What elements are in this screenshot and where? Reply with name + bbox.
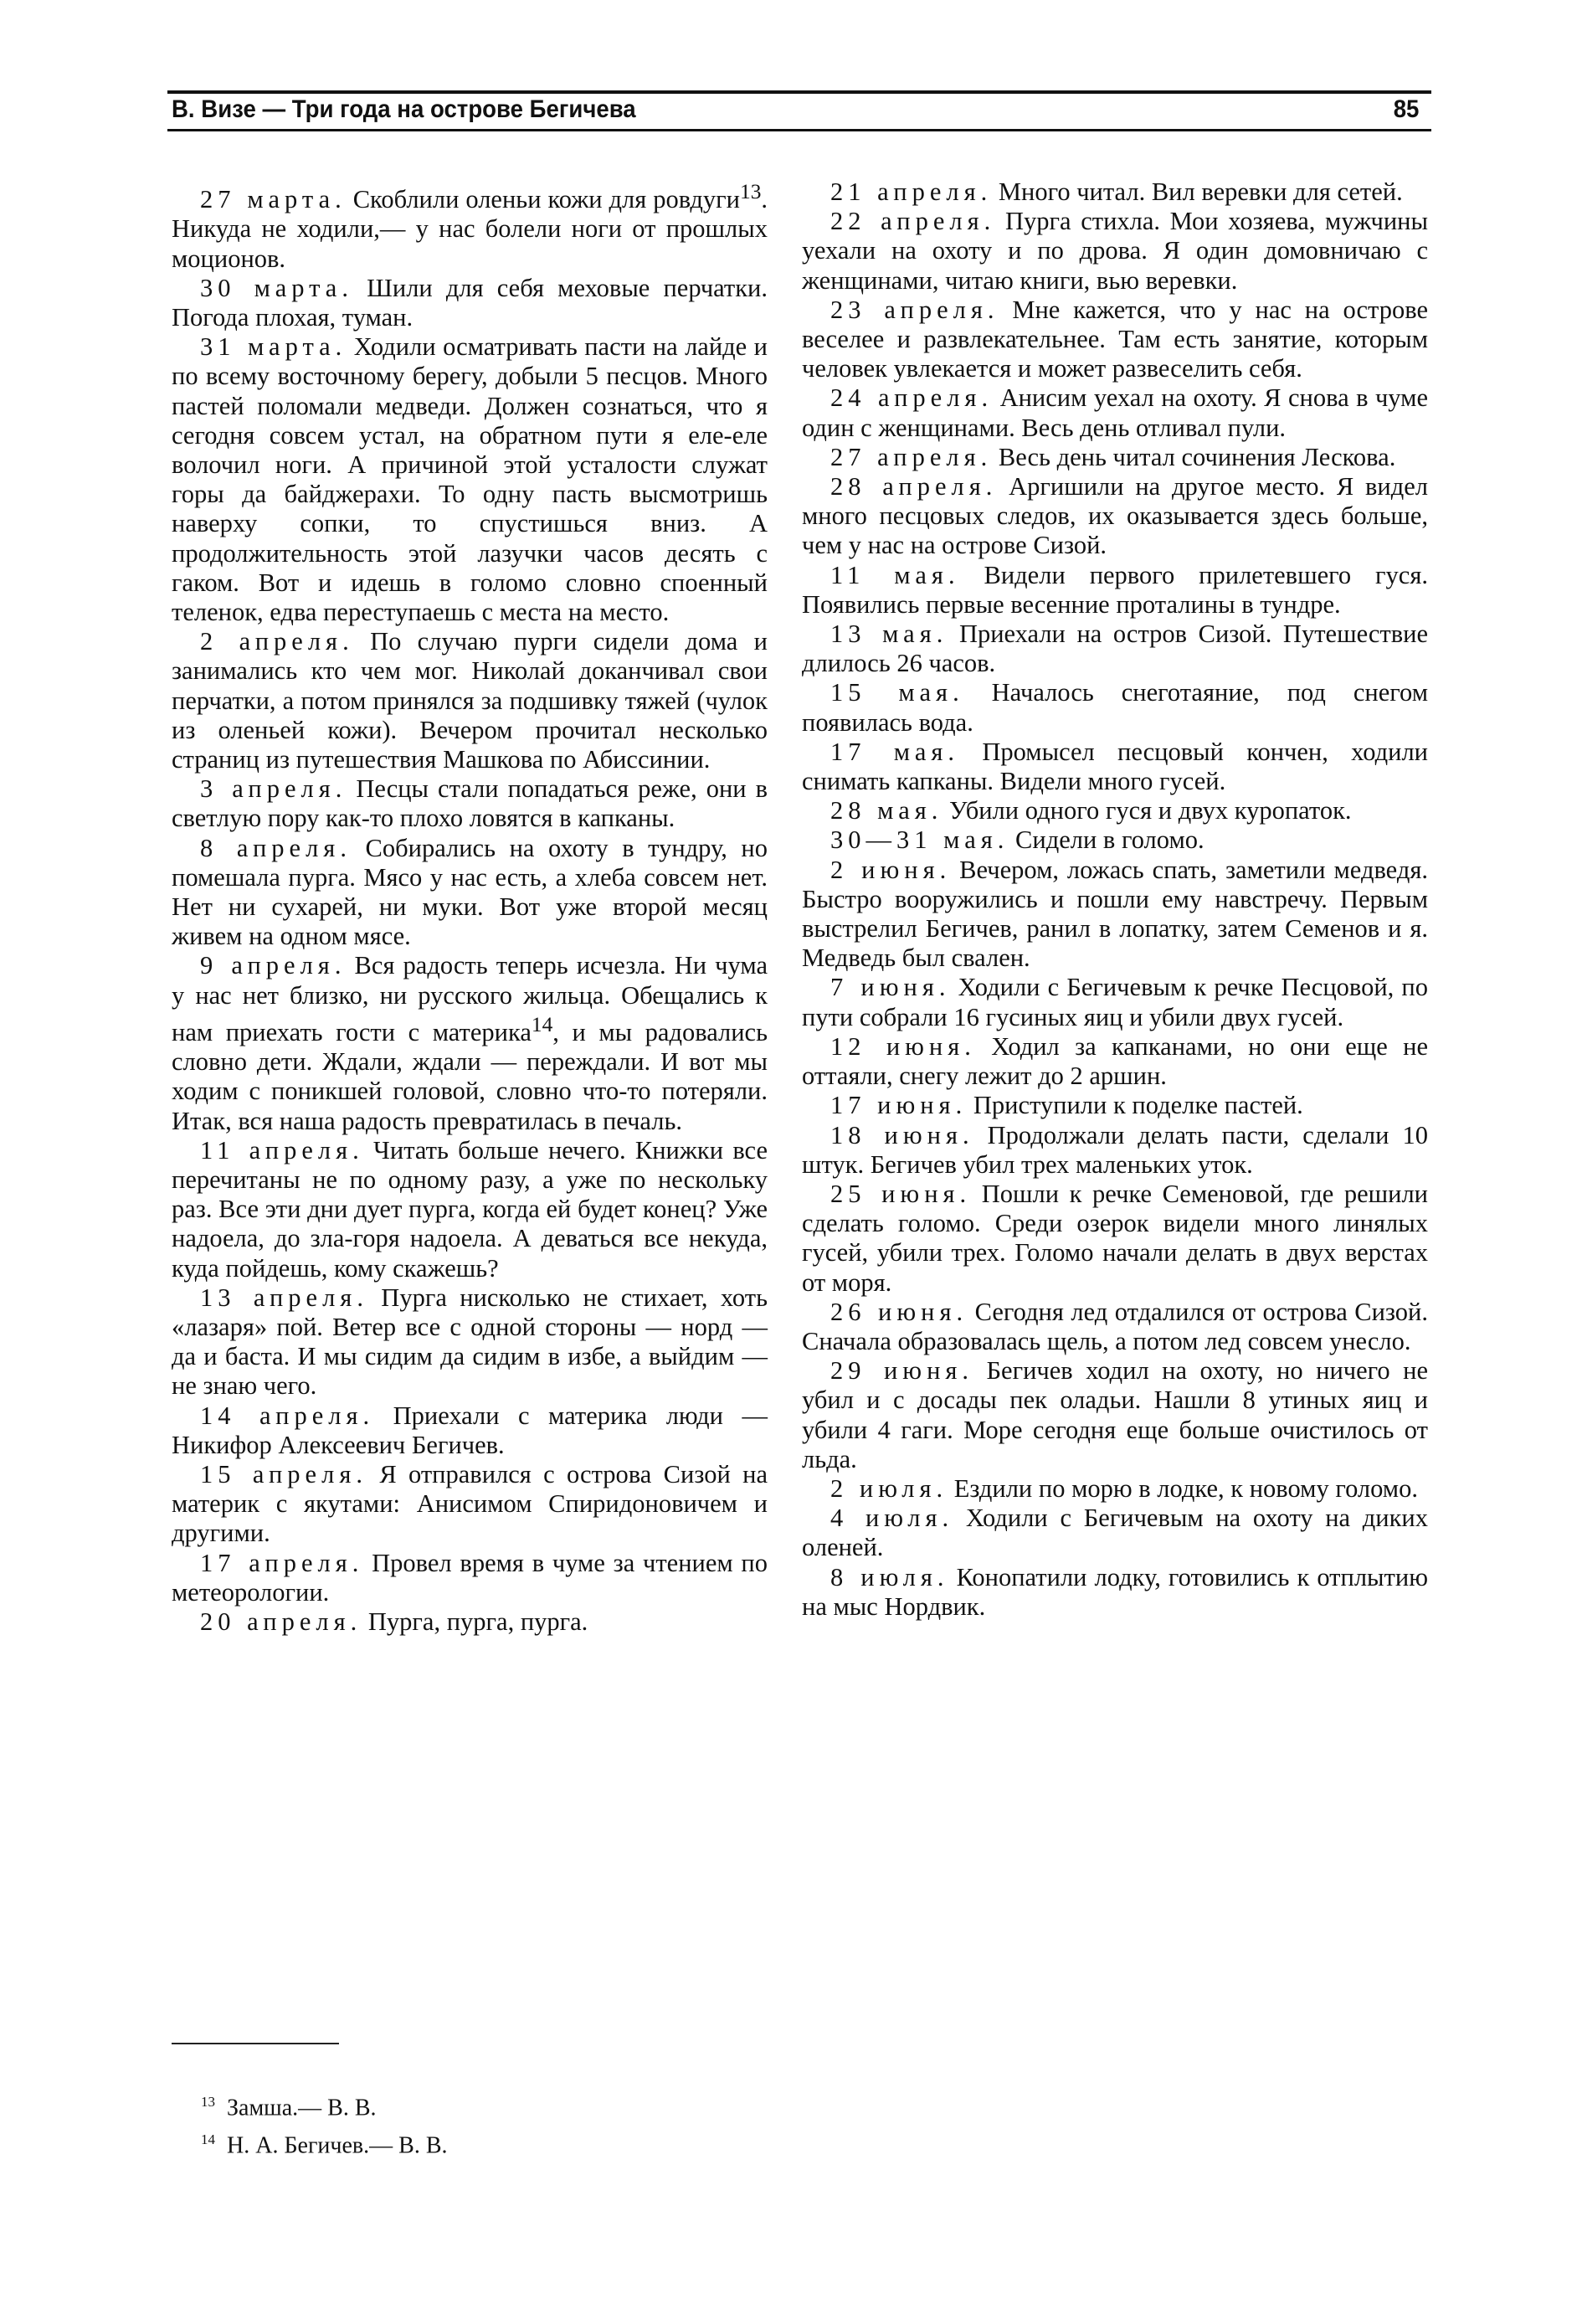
footnote-text: Замша.— В. В. (227, 2095, 377, 2121)
diary-entry (802, 1563, 1428, 1622)
entry-text: Ездили по морю в лодке, к новому голомо. (948, 1473, 1418, 1503)
entry-text: Продолжали делать пасти, сделали 10 штук. Бегичев убил трех маленьких уток. (802, 1120, 1428, 1179)
entry-text: Ходили с Бегичевым на охоту на диких оленей. (802, 1504, 1428, 1562)
right-column (802, 177, 1428, 1622)
entry-date: 17 июня. (830, 1091, 968, 1120)
entry-text: По случаю пурги сидели дома и занимались кто чем мог. Николай доканчивал свои перчатки, а потом принялся за подшивку тяжей (чулок из оленьей кожи). Вечером прочитал несколько страниц из путешествия Машкова по Абиссинии. (172, 627, 768, 774)
diary-entry (172, 332, 768, 627)
entry-text: Аргишили на другое место. Я видел много песцовых следов, их оказывается здесь больше, чем у нас на острове Сизой. (802, 472, 1428, 560)
entry-text: Сегодня лед отдалился от острова Сизой. Сначала образовалась щель, а потом лед совсем унесло. (802, 1297, 1428, 1355)
diary-entry (802, 1180, 1428, 1298)
entry-date: 13 мая. (830, 620, 948, 649)
diary-entry (172, 1283, 768, 1401)
entry-text: Пурга стихла. Мои хозяева, мужчины уехали на охоту и по дрова. Я один домовничаю с женщинами, читаю книги, вью веревки. (802, 207, 1428, 295)
entry-date: 28 апреля. (830, 472, 998, 501)
entry-date: 15 мая. (830, 678, 964, 707)
diary-entry (172, 1549, 768, 1607)
entry-text: Вся радость теперь исчезла. Ни чума у нас нет близко, ни русского жильца. Обещались к нам приехать гости с материка (172, 951, 768, 1046)
entry-text: Убили одного гуся и двух куропаток. (943, 796, 1352, 825)
entry-date: 27 апреля. (830, 442, 993, 471)
running-title: В. Визе — Три года на острове Бегичева (172, 95, 636, 123)
entry-date: 21 апреля. (830, 177, 993, 206)
footnote (201, 2124, 448, 2162)
entry-date: 7 июня. (830, 973, 951, 1002)
footnote-rule (172, 2043, 339, 2044)
diary-entry (172, 774, 768, 833)
entry-text: Собирались на охоту в тундру, но помешала пурга. Мясо у нас есть, а хлеба совсем нет. Нет ни сухарей, ни муки. Вот уже второй месяц живем на одном мясе. (172, 833, 768, 951)
entry-text: Мне кажется, что у нас на острове веселее и развлекательнее. Там есть занятие, которым человек увлекается и может развеселить себя. (802, 295, 1428, 383)
entry-text: Приехали с материка люди — Никифор Алексеевич Бегичев. (172, 1401, 768, 1459)
entry-date: 2 июля. (830, 1473, 948, 1503)
entry-date: 29 июня. (830, 1356, 974, 1386)
entry-date: 2 апреля. (200, 627, 354, 656)
diary-entry (172, 1136, 768, 1283)
diary-entry (802, 1298, 1428, 1356)
entry-date: 27 марта. (200, 185, 347, 214)
diary-entry (802, 1356, 1428, 1474)
diary-entry (802, 1091, 1428, 1120)
diary-entry (172, 1460, 768, 1549)
entry-date: 17 апреля. (200, 1548, 364, 1577)
entry-text: Песцы стали попадаться реже, они в светлую пору как-то плохо ловятся в капканы. (172, 774, 768, 833)
entry-date: 15 апреля. (200, 1460, 367, 1489)
diary-entry (172, 951, 768, 1135)
entry-date: 25 июня. (830, 1179, 972, 1208)
running-header (172, 90, 1420, 129)
footnote-mark: 13 (201, 2094, 215, 2110)
diary-entry (172, 834, 768, 952)
entry-date: 14 апреля. (200, 1401, 375, 1430)
diary-entry (802, 825, 1428, 855)
header-bottom-rule (167, 129, 1431, 131)
footnote (201, 2086, 448, 2124)
entry-text: Я отправился с острова Сизой на материк с якутами: Анисимом Спиридоновичем и другими. (172, 1460, 768, 1548)
diary-entry (802, 796, 1428, 825)
diary-entry (802, 1474, 1428, 1504)
entry-text: Читать больше нечего. Книжки все перечитаны не по одному разу, а уже по нескольку раз. Все эти дни дует пурга, когда ей будет конец? Уже надоела, до зла-горя надоела. А деваться все некуда, куда пойдешь, кому скажешь? (172, 1135, 768, 1283)
diary-entry (802, 443, 1428, 472)
entry-date: 4 июля. (830, 1504, 954, 1533)
diary-entry (802, 383, 1428, 442)
entry-text-continued: . Никуда не ходили,— у нас болели ноги от прошлых моционов. (172, 185, 768, 273)
page-number: 85 (1393, 95, 1420, 123)
diary-entry (802, 207, 1428, 296)
entry-date: 18 июня. (830, 1120, 974, 1149)
diary-entry (802, 856, 1428, 974)
diary-entry (802, 296, 1428, 384)
footnote-ref: 14 (531, 1012, 553, 1036)
entry-text: Приступили к поделке пастей. (967, 1091, 1303, 1120)
entry-text: Пошли к речке Семеновой, где решили сделать голомо. Среди озерок видели много линялых гусей, убили трех. Голомо начали делать в двух верстах от моря. (802, 1179, 1428, 1297)
entry-date: 23 апреля. (830, 295, 999, 324)
footnote-text: Н. А. Бегичев.— В. В. (227, 2132, 448, 2159)
entry-text: Сидели в голомо. (1009, 825, 1204, 855)
footnote-mark: 14 (201, 2131, 215, 2148)
entry-date: 24 апреля. (830, 383, 994, 413)
entry-date: 13 апреля. (200, 1283, 368, 1312)
entry-date: 30—31 мая. (830, 825, 1009, 855)
entry-date: 8 апреля. (200, 833, 352, 862)
entry-date: 22 апреля. (830, 207, 996, 236)
entry-date: 31 марта. (200, 332, 347, 362)
diary-entry (172, 274, 768, 332)
diary-entry (802, 738, 1428, 796)
entry-date: 9 апреля. (200, 951, 347, 980)
diary-entry (802, 678, 1428, 737)
entry-date: 8 июля. (830, 1562, 949, 1591)
diary-entry (802, 620, 1428, 678)
entry-text: Приехали на остров Сизой. Путешествие длилось 26 часов. (802, 620, 1428, 678)
entry-text: Скоблили оленьи кожи для ровдуги (346, 185, 740, 214)
entry-text: Анисим уехал на охоту. Я снова в чуме один с женщинами. Весь день отливал пули. (802, 383, 1428, 442)
diary-entry (802, 177, 1428, 207)
entry-text: Весь день читал сочинения Лескова. (992, 442, 1396, 471)
entry-date: 20 апреля. (200, 1607, 362, 1637)
entry-text: Шили для себя меховые перчатки. Погода плохая, туман. (172, 273, 768, 332)
entry-date: 2 июня. (830, 855, 952, 884)
entry-text: Ходили осматривать пасти на лайде и по всему восточному берегу, добыли 5 песцов. Много пастей поломали медведи. Должен сознаться, что я сегодня совсем устал, на обратном пути я еле-еле волочил ноги. А причиной этой усталости служат горы да байджерахи. То одну пасть высмотришь наверху сопки, то спустишься вниз. А продолжительность этой лазучки часов десять с гаком. Вот и идешь в голомо словно споенный теленок, едва переступаешь с места на место. (172, 332, 768, 626)
left-column (172, 177, 768, 1637)
footnote-ref: 13 (739, 180, 762, 203)
entry-date: 3 апреля. (200, 774, 347, 804)
footnotes (201, 2086, 448, 2162)
entry-date: 11 апреля. (200, 1135, 364, 1165)
entry-text: Конопатили лодку, готовились к отплытию на мыс Нордвик. (802, 1562, 1428, 1621)
diary-entry (802, 1032, 1428, 1091)
entry-text: Бегичев ходил на охоту, но ничего не убил и с досады пек оладьи. Нашли 8 утиных яиц и убили 4 гаги. Море сегодня еще больше очистилось от льда. (802, 1356, 1428, 1473)
diary-entry (802, 1504, 1428, 1562)
entry-date: 17 мая. (830, 737, 960, 766)
entry-text: Пурга, пурга, пурга. (362, 1607, 588, 1637)
entry-text: Ходил за капканами, но они еще не оттаяли, снегу лежит до 2 аршин. (802, 1031, 1428, 1091)
entry-text-continued: , и мы радовались словно дети. Ждали, ждали — переждали. И вот мы ходим с поникшей головой, словно что-то потеряли. Итак, вся наша радость превратилась в печаль. (172, 1018, 768, 1135)
entry-date: 11 мая. (830, 560, 960, 589)
diary-entry (172, 1401, 768, 1460)
entry-text: Видели первого прилетевшего гуся. Появились первые весенние проталины в тундре. (802, 560, 1428, 619)
diary-entry (172, 627, 768, 774)
diary-entry (172, 1607, 768, 1637)
entry-text: Вечером, ложась спать, заметили медведя. Быстро вооружились и пошли ему навстречу. Первым выстрелил Бегичев, ранил в лопатку, затем Семенов и я. Медведь был свален. (802, 855, 1428, 973)
entry-date: 30 марта. (200, 273, 353, 302)
diary-entry (802, 973, 1428, 1031)
entry-date: 12 июня. (830, 1031, 976, 1061)
entry-text: Началось снеготаяние, под снегом появилась вода. (802, 678, 1428, 737)
diary-entry (802, 1121, 1428, 1180)
entry-text: Ходили с Бегичевым к речке Песцовой, по пути собрали 16 гусиных яиц и убили двух гусей. (802, 973, 1428, 1031)
entry-text: Промысел песцовый кончен, ходили снимать капканы. Видели много гусей. (802, 737, 1428, 796)
entry-date: 28 мая. (830, 796, 943, 825)
entry-text: Много читал. Вил веревки для сетей. (992, 177, 1403, 206)
diary-entry (802, 472, 1428, 561)
entry-text: Провел время в чуме за чтением по метеорологии. (172, 1548, 768, 1607)
diary-entry (172, 177, 768, 274)
entry-date: 26 июня. (830, 1297, 968, 1326)
diary-entry (802, 561, 1428, 620)
entry-text: Пурга нисколько не стихает, хоть «лазаря» пой. Ветер все с одной стороны — норд — да и баста. И мы сидим да сидим в избе, а выйдим — не знаю чего. (172, 1283, 768, 1401)
